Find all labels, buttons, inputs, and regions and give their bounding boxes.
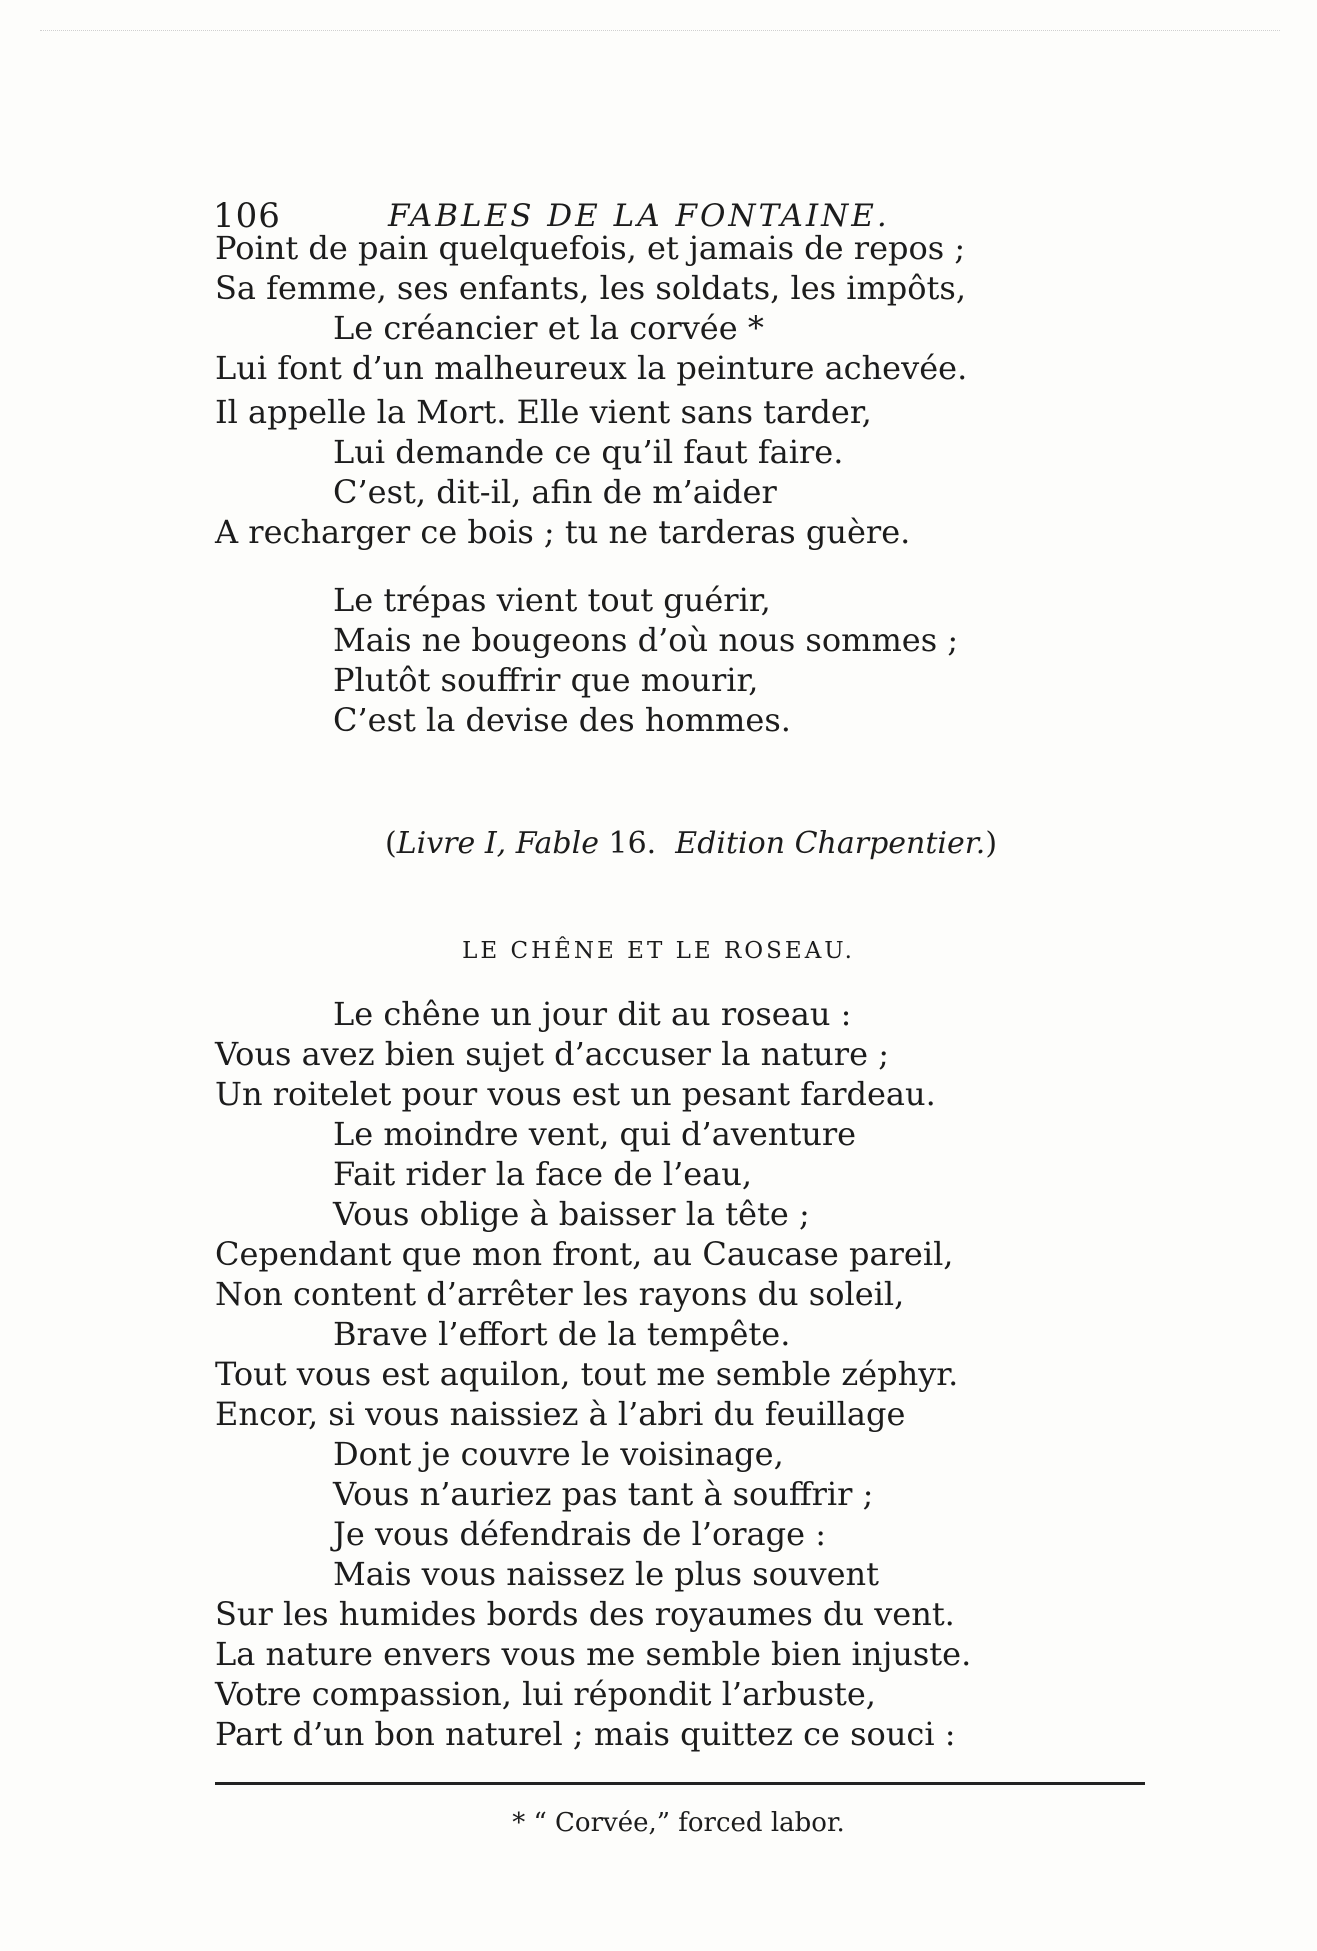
passage-one [215,228,1165,740]
verse-line: Le créancier et la corvée * [333,309,764,347]
verse-line: Le moindre vent, qui d’aventure [333,1115,857,1153]
verse-line: Il appelle la Mort. Elle vient sans tarder, [215,393,872,431]
verse-line: Encor, si vous naissiez à l’abri du feuillage [215,1395,906,1433]
verse-line: Fait rider la face de l’eau, [333,1155,753,1193]
citation [385,826,997,861]
verse-line: Cependant que mon front, au Caucase pareil, [215,1235,954,1273]
page-edge-speckle [40,30,1280,31]
verse-line: Point de pain quelquefois, et jamais de repos ; [215,229,966,267]
verse-line: Le chêne un jour dit au roseau : [333,995,852,1033]
verse-line: Sur les humides bords des royaumes du vent. [215,1595,955,1633]
footnote-rule [215,1782,1145,1785]
verse-line: Non content d’arrêter les rayons du soleil, [215,1275,905,1313]
passage-two [215,994,1165,1754]
verse-line: Vous avez bien sujet d’accuser la nature ; [215,1035,889,1073]
citation-edition: Edition Charpentier. [675,826,986,861]
verse-line: A recharger ce bois ; tu ne tarderas guère. [215,513,911,551]
verse-line: Vous oblige à baisser la tête ; [333,1195,810,1233]
verse-line: Je vous défendrais de l’orage : [333,1515,826,1553]
verse-line: Mais vous naissez le plus souvent [333,1555,879,1593]
verse-line: Tout vous est aquilon, tout me semble zéphyr. [215,1355,959,1393]
verse-line: Un roitelet pour vous est un pesant fardeau. [215,1075,936,1113]
citation-number: 16. [598,826,676,861]
book-title: FABLES DE LA FONTAINE. [388,198,890,234]
citation-open-paren: ( [385,826,397,861]
moral-line: Le trépas vient tout guérir, [333,581,771,619]
verse-line: Part d’un bon naturel ; mais quittez ce souci : [215,1715,956,1753]
moral-line: Mais ne bougeons d’où nous sommes ; [333,621,959,659]
citation-book: Livre I, Fable [396,826,599,861]
footnote: * “ Corvée,” forced labor. [512,1808,845,1838]
verse-line: Brave l’effort de la tempête. [333,1315,791,1353]
verse-line: Vous n’auriez pas tant à souffrir ; [333,1475,874,1513]
fable-title: LE CHÊNE ET LE ROSEAU. [462,938,855,964]
verse-line: Votre compassion, lui répondit l’arbuste, [215,1675,876,1713]
verse-line: La nature envers vous me semble bien injuste. [215,1635,972,1673]
verse-line: Dont je couvre le voisinage, [333,1435,784,1473]
verse-line: Sa femme, ses enfants, les soldats, les impôts, [215,269,966,307]
citation-close-paren: ) [985,826,998,861]
verse-line: Lui demande ce qu’il faut faire. [333,433,844,471]
moral-line: Plutôt souffrir que mourir, [333,661,759,699]
verse-line: C’est, dit-il, afin de m’aider [333,473,777,511]
page-number: 106 [213,196,281,236]
verse-line: Lui font d’un malheureux la peinture achevée. [215,349,968,387]
moral-line: C’est la devise des hommes. [333,701,791,739]
